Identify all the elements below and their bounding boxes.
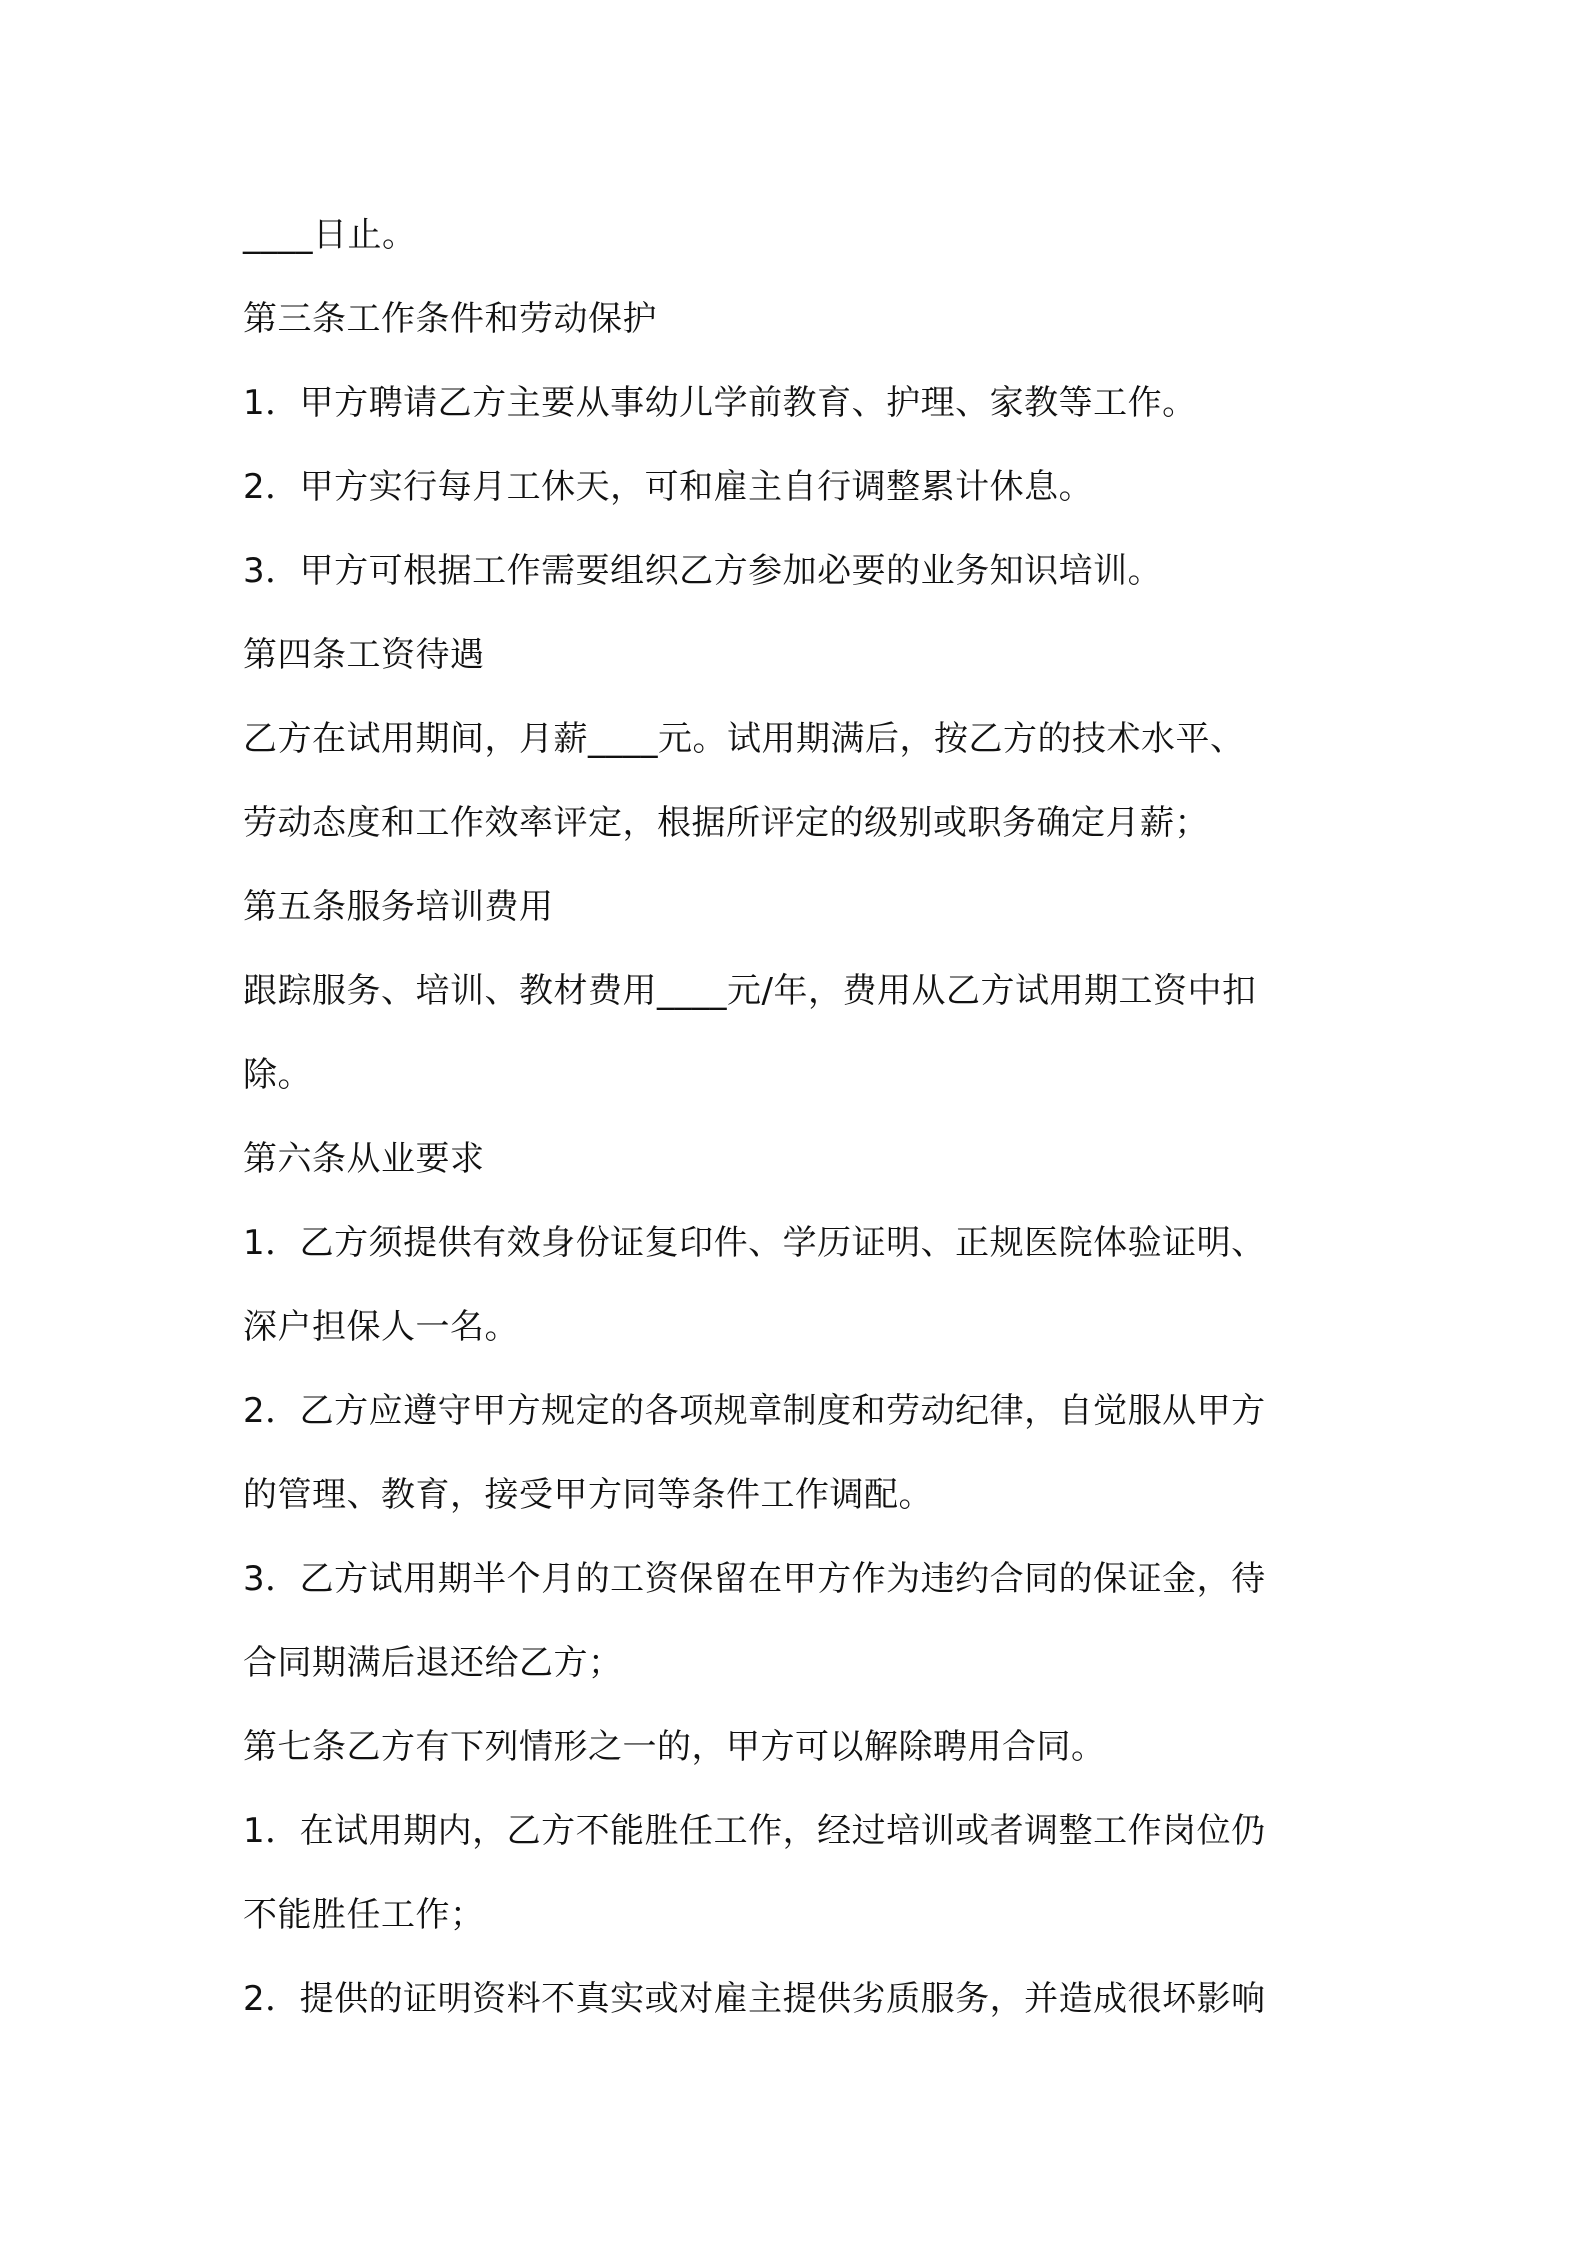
text-line: 2．提供的证明资料不真实或对雇主提供劣质服务，并造成很坏影响 xyxy=(243,1979,1266,2019)
text-line: ____日止。 xyxy=(243,215,417,255)
text-line: 3．甲方可根据工作需要组织乙方参加必要的业务知识培训。 xyxy=(243,551,1163,591)
text-line: 除。 xyxy=(243,1055,312,1095)
text-line: 2．乙方应遵守甲方规定的各项规章制度和劳动纪律，自觉服从甲方 xyxy=(243,1391,1266,1431)
text-line: 跟踪服务、培训、教材费用____元/年，费用从乙方试用期工资中扣 xyxy=(243,971,1257,1011)
article-heading: 第六条从业要求 xyxy=(243,1139,485,1179)
article-heading: 第三条工作条件和劳动保护 xyxy=(243,299,657,339)
text-line: 2．甲方实行每月工休天，可和雇主自行调整累计休息。 xyxy=(243,467,1094,507)
text-line: 深户担保人一名。 xyxy=(243,1307,519,1347)
article-heading: 第五条服务培训费用 xyxy=(243,887,554,927)
text-line: 合同期满后退还给乙方； xyxy=(243,1643,623,1683)
text-line: 的管理、教育，接受甲方同等条件工作调配。 xyxy=(243,1475,933,1515)
text-line: 1．在试用期内，乙方不能胜任工作，经过培训或者调整工作岗位仍 xyxy=(243,1811,1266,1851)
text-line: 不能胜任工作； xyxy=(243,1895,485,1935)
text-line: 1．乙方须提供有效身份证复印件、学历证明、正规医院体验证明、 xyxy=(243,1223,1266,1263)
text-line: 劳动态度和工作效率评定，根据所评定的级别或职务确定月薪； xyxy=(243,803,1209,843)
text-line: 3．乙方试用期半个月的工资保留在甲方作为违约合同的保证金，待 xyxy=(243,1559,1266,1599)
text-line: 乙方在试用期间，月薪____元。试用期满后，按乙方的技术水平、 xyxy=(243,719,1245,759)
document-body xyxy=(243,193,1363,2041)
text-line: 1．甲方聘请乙方主要从事幼儿学前教育、护理、家教等工作。 xyxy=(243,383,1197,423)
article-heading: 第四条工资待遇 xyxy=(243,635,485,675)
article-heading: 第七条乙方有下列情形之一的，甲方可以解除聘用合同。 xyxy=(243,1727,1106,1767)
